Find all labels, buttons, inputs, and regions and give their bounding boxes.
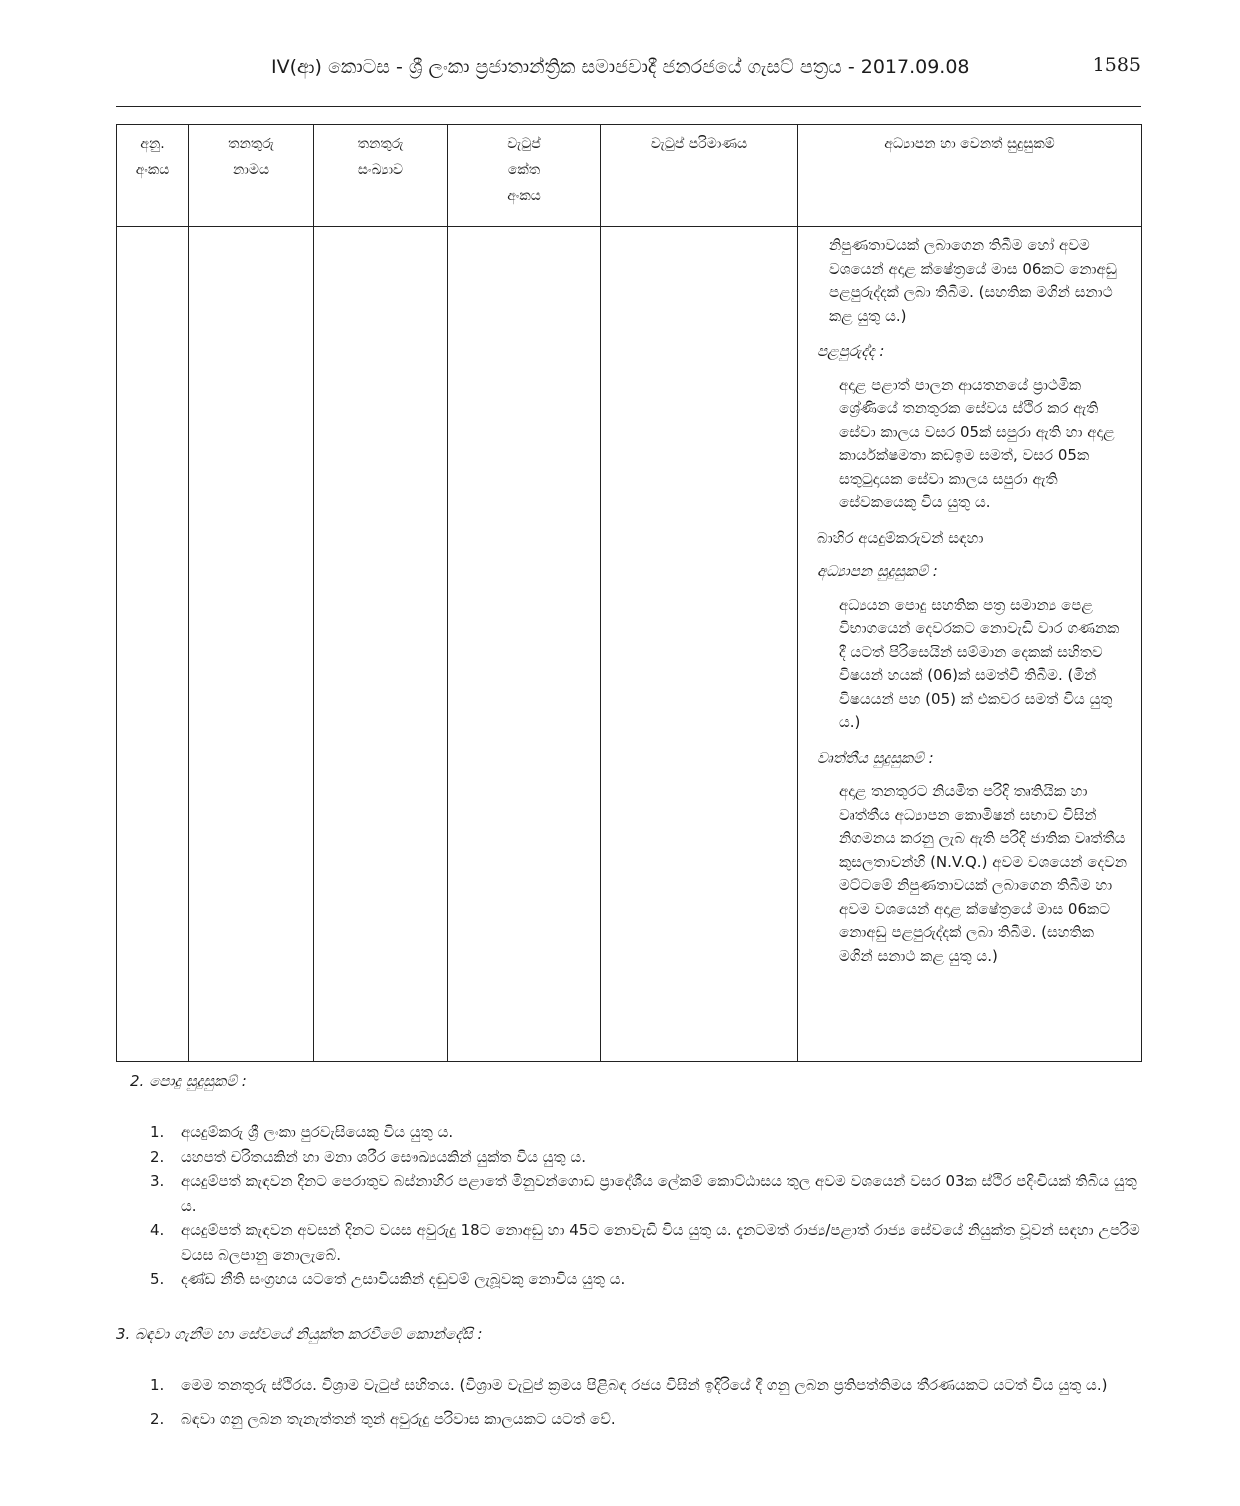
page-number: 1585 xyxy=(1092,54,1141,76)
general-qualifications-list xyxy=(116,1120,1141,1292)
qualification-text: නිපුණතාවයක් ලබාගෙන තිබීම හෝ අවම වශයෙන් අදාළ ක්ෂේත්‍රයේ මාස 06කට නොඅඩු පළපුරුද්දක් ලබා තිබීම. (සහතික මගින් සනාථ කළ යුතු ය.) xyxy=(829,236,1117,325)
list-item: 1. අයදුම්කරු ශ්‍රී ලංකා පුරවැසියෙකු විය යුතු ය. xyxy=(150,1123,454,1141)
list-item: 4. අයදුම්පත් කැඳවන අවසන් දිනට වයස අවුරුදු 18ට නොඅඩු හා 45ට නොවැඩි විය යුතු ය. දැනටමත් රාජ්‍ය/පළාත් රාජ්‍ය සේවයේ නියුක්ත වූවන් සඳහා උපරිම වයස බලපානු නොලැබේ. xyxy=(150,1221,1140,1264)
section-title: 2. පොදු සුදුසුකම් : xyxy=(130,1072,247,1090)
experience-heading: පළපුරුද්ද : xyxy=(817,342,885,360)
professional-qualifications-heading: වෘත්තීය සුදුසුකම් : xyxy=(817,748,934,767)
cell-salary-scale xyxy=(601,227,798,1062)
gazette-title: IV(ආ) කොටස - ශ්‍රී ලංකා ප්‍රජාතාන්ත්‍රික සමාජවාදී ජනරජයේ ගැසට් පත්‍රය - 2017.09.08 xyxy=(271,56,970,78)
recruitment-conditions-section xyxy=(116,1325,1141,1440)
cell-qualifications xyxy=(798,227,1142,1062)
col-header-salary-scale: වැටුප් පරිමාණය xyxy=(601,125,798,227)
list-item: 1. මෙම තනතුරු ස්ථිරය. විශ්‍රාම වැටුප් සහිතය. (විශ්‍රාම වැටුප් ක්‍රමය පිළිබඳ රජය විසින් ඉදිරියේ දී ගනු ලබන ප්‍රතිපත්තිමය තීරණයකට යටත් විය යුතු ය.) xyxy=(150,1376,1108,1394)
professional-qualifications-text: අදාළ තනතුරට නියමිත පරිදි තෘතියික හා වෘත්තීය අධ්‍යාපන කොමිෂන් සභාව විසින් නිගමනය කරනු ලැබ ඇති පරිදි ජාතික වෘත්තීය කුසලතාවන්හි (N.V.Q.) අවම වශයෙන් දෙවන මට්ටමේ නිපුණතාවයක් ලබාගෙන තිබීම හා අවම වශයෙන් අදාළ ක්ෂේත්‍රයේ මාස 06කට නොඅඩු පළපුරුද්දක් ලබා තිබීම. (සහතික මගින් සනාථ කළ යුතු ය.) xyxy=(839,782,1128,965)
educational-qualifications-text: අධ්‍යයන පොදු සහතික පත්‍ර සමාන්‍ය පෙළ විභාගයෙන් දෙවරකට නොවැඩි වාර ගණනක දී යටත් පිරිසෙයින් සම්මාන දෙකක් සහිතව විෂයන් හයක් (06)ක් සමත්වී තිබීම. (මින් විෂයයන් පහ (05) ක් එකවර සමත් විය යුතු ය.) xyxy=(839,595,1120,731)
list-item: 2. යහපත් චරිතයකින් හා මනා ශරීර සෞඛ්‍යයකින් යුක්ත විය යුතු ය. xyxy=(150,1147,586,1166)
cell-post-name xyxy=(189,227,314,1062)
col-header-salary-code: වැටුප් කේත අංකය xyxy=(448,125,601,227)
cell-post-count xyxy=(314,227,448,1062)
section-title: 3. බඳවා ගැනීම හා සේවයේ නියුක්ත කරවීමේ කොන්දේසි : xyxy=(116,1325,483,1343)
table-header-row xyxy=(117,125,1142,227)
general-qualifications-section xyxy=(116,1072,1141,1292)
list-item: 5. දණ්ඩ නීති සංග්‍රහය යටතේ උසාවියකින් දඬුවම් ලැබූවකු නොවිය යුතු ය. xyxy=(150,1270,626,1288)
col-header-serial-no: අනු. අංකය xyxy=(117,125,189,227)
header-divider xyxy=(116,106,1141,107)
external-applicants-heading: බාහිර අයදුම්කරුවන් සඳහා xyxy=(817,528,984,547)
table-row xyxy=(117,227,1142,1062)
col-header-post-count: තනතුරු සංඛ්‍යාව xyxy=(314,125,448,227)
educational-qualifications-heading: අධ්‍යාපන සුදුසුකම් : xyxy=(817,562,938,580)
experience-text: අදාළ පළාත් පාලන ආයතනයේ ප්‍රාථමික ශ්‍රේණියේ තනතුරක සේවය ස්ථිර කර ඇති සේවා කාලය වසර 05ක් සපුරා ඇති හා අදාළ කාර්යක්ෂමතා කඩඉම සමත්, වසර 05ක සතුටුදායක සේවා කාලය සපුරා ඇති සේවකයෙකු විය යුතු ය. xyxy=(839,375,1115,511)
cell-serial-no xyxy=(117,227,189,1062)
page-header xyxy=(116,48,1141,104)
cell-salary-code xyxy=(448,227,601,1062)
recruitment-conditions-list xyxy=(116,1373,1141,1431)
list-item: 2. බඳවා ගනු ලබන තැනැත්තන් තුන් අවුරුදු පරිවාස කාලයකට යටත් වේ. xyxy=(150,1409,616,1428)
col-header-post-name: තනතුරු නාමය xyxy=(189,125,314,227)
list-item: 3. අයදුම්පත් කැඳවන දිනට පෙරාතුව බස්නාහිර පළාතේ මිනුවන්ගොඩ ප්‍රාදේශීය ලේකම් කොට්ඨාසය තුල අවම වශයෙන් වසර 03ක ස්ථිර පදිංචියක් තිබිය යුතු ය. xyxy=(150,1172,1137,1215)
vacancy-table xyxy=(116,124,1142,1062)
col-header-qualifications: අධ්‍යාපන හා වෙනත් සුදුසුකම් xyxy=(798,125,1142,227)
